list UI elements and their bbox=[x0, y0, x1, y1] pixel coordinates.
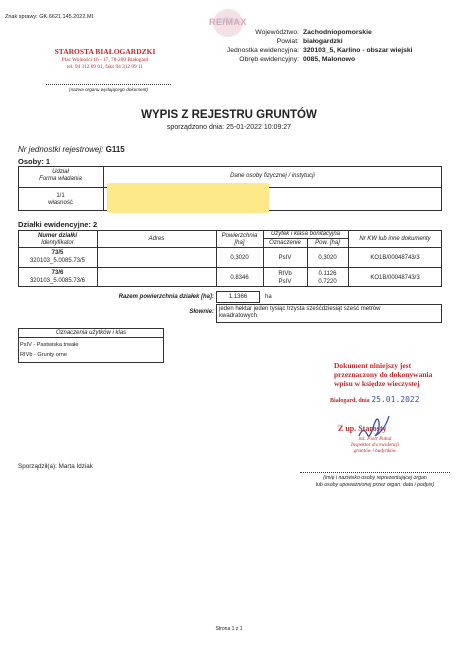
parcel-number: 73/6 bbox=[51, 270, 64, 276]
redaction-block bbox=[107, 183, 269, 213]
legend-item: PsIV - Pastwiska trwałe bbox=[20, 342, 79, 348]
page-number: Strona 1 z 1 bbox=[215, 626, 243, 632]
stamp-note: Dokument niniejszy jest przeznaczony do dokonywania wpisu w księdze wieczystej bbox=[334, 361, 433, 388]
signer-caption: lub osoby upoważnionej przez organ: data i podpis) bbox=[315, 482, 435, 488]
starosta-phone: tel. 94 312 09 01, faks 94 312 09 11 bbox=[66, 64, 144, 70]
page-title: WYPIS Z REJESTRU GRUNTÓW bbox=[141, 109, 317, 121]
starosta-title: STAROSTA BIAŁOGARDZKI bbox=[54, 47, 156, 56]
signer-caption: (imię i nazwisko osoby reprezentującej organ bbox=[323, 475, 427, 481]
case-number: Znak sprawy: GK.6621.145.2022.MI bbox=[5, 14, 94, 20]
parcel-number: 73/5 bbox=[51, 250, 64, 256]
zup-stamp: Z up. Starosty bbox=[338, 424, 387, 433]
date-line: sporządzono dnia: 25-01-2022 10:09:27 bbox=[166, 124, 292, 131]
parcels-heading: Działki ewidencyjne: 2 bbox=[18, 220, 98, 229]
words-line2: kwadratowych bbox=[219, 313, 258, 319]
total-label: Razem powierzchnia działek [ha]: bbox=[118, 294, 214, 300]
total-value: 1.1366 bbox=[228, 294, 248, 300]
words-line1: jeden hektar jeden tysiąc trzysta sześćdziesiąt sześć metrów bbox=[219, 306, 381, 312]
location-block: Województwo: Zachodniopomorskie Powiat: białogardzki Jednostka ewidencyjna: 320103_5, Karlino - obszar wiejski Obręb ewidencyjny: 0085, Malonowo bbox=[226, 29, 413, 63]
parcel-id: 320103_5.0085.73/5 bbox=[29, 258, 86, 264]
parcel-id: 320103_5.0085.73/6 bbox=[29, 278, 86, 284]
unit-line: Nr jednostki rejestrowej: G115 bbox=[18, 145, 125, 154]
words-label: Słownie: bbox=[189, 309, 214, 315]
organ-caption: (nazwa organu wydającego dokument) bbox=[69, 87, 148, 92]
legend-item: RIVb - Grunty orne bbox=[20, 352, 67, 358]
starosta-address: Plac Wolności 16 - 17, 78-200 Białogard bbox=[61, 57, 149, 63]
prepared-by: Sporządził(a): Marta Idziak bbox=[18, 463, 93, 470]
signer-block: inż. Piotr Puhal Inspektor d/s ewidencji gruntów i budynków bbox=[350, 436, 400, 454]
share: 1/1 bbox=[56, 193, 65, 199]
ownership: własność bbox=[48, 200, 73, 206]
legend-title: Oznaczenia użytków i klas bbox=[55, 330, 127, 336]
stamp-place: Białogard, dnia 25.01.2022 bbox=[330, 395, 420, 404]
persons-heading: Osoby: 1 bbox=[18, 157, 51, 166]
remax-logo: RE/MAX bbox=[196, 3, 260, 42]
